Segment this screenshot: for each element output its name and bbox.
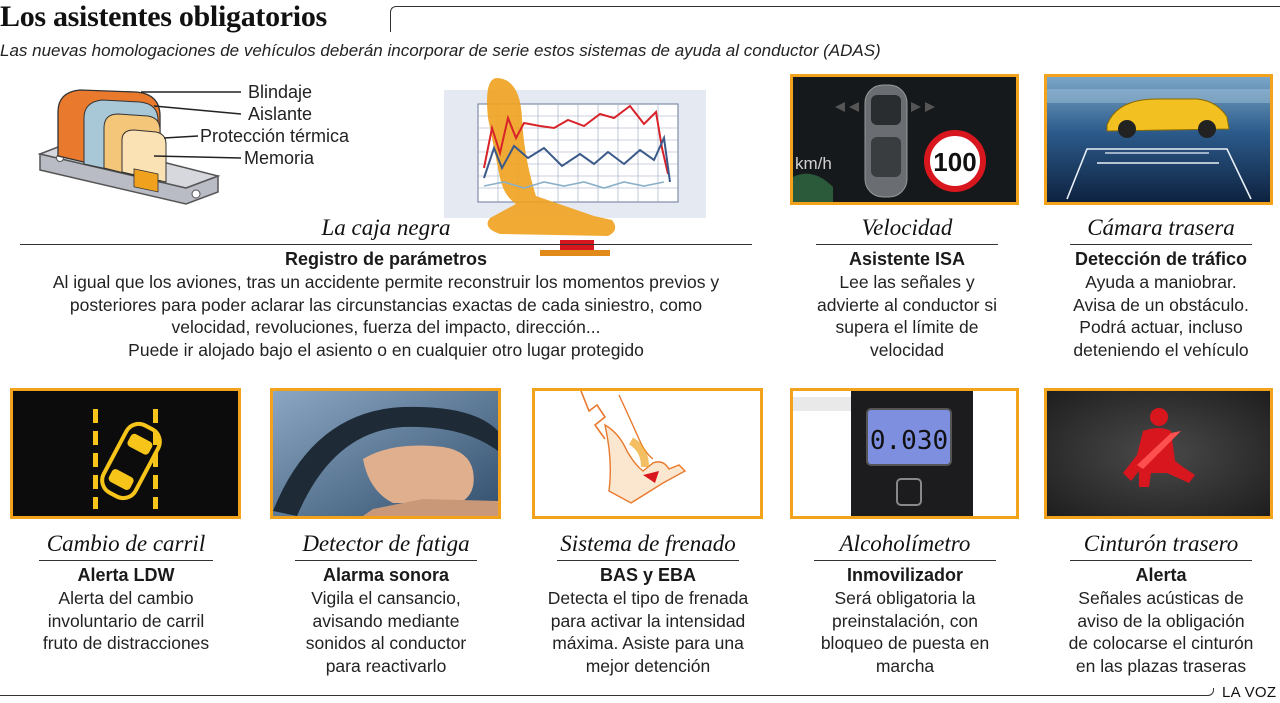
blackbox-illustration	[36, 84, 246, 219]
svg-text:km/h: km/h	[795, 154, 832, 173]
caption-rule	[295, 560, 477, 561]
caption-speed	[798, 213, 1016, 361]
caption-blackbox	[12, 213, 760, 361]
caption-rule	[1070, 560, 1252, 561]
caption-rule	[20, 244, 752, 245]
feature-sub-fatigue: Alarma sonora	[322, 565, 450, 585]
feature-desc-camera: Ayuda a maniobrar. Avisa de un obstáculo. Podrá actuar, incluso deteniendo el vehículo	[1073, 272, 1249, 360]
feature-sub-brake: BAS y EBA	[599, 565, 697, 585]
layer-label-shield: Blindaje	[248, 82, 313, 102]
fatigue-image	[270, 388, 501, 519]
feature-name-lane: Cambio de carril	[46, 531, 206, 556]
feature-sub-lane: Alerta LDW	[77, 565, 175, 585]
speed-car-icon	[793, 77, 1016, 202]
caption-fatigue	[272, 529, 500, 677]
layer-label-insulation: Aislante	[248, 104, 313, 124]
brake-image	[532, 388, 763, 519]
feature-sub-alcohol: Inmovilizador	[846, 565, 963, 585]
feature-name-fatigue: Detector de fatiga	[302, 531, 470, 556]
caption-rule	[557, 560, 739, 561]
feature-sub-blackbox: Registro de parámetros	[284, 249, 488, 269]
feature-desc-brake: Detecta el tipo de frenada para activar la intensidad máxima. Asiste para una mejor detención	[547, 588, 749, 676]
page-title: Los asistentes obligatorios	[0, 0, 327, 33]
feature-name-alcohol: Alcoholímetro	[839, 531, 971, 556]
feature-name-speed: Velocidad	[861, 215, 953, 240]
camera-car-icon	[1047, 77, 1270, 202]
caption-rule	[1070, 244, 1252, 245]
layer-label-memory: Memoria	[244, 148, 315, 168]
caption-alcohol	[794, 529, 1016, 677]
caption-rule	[39, 560, 213, 561]
steering-wheel-icon	[273, 391, 498, 516]
alcohol-image	[790, 388, 1019, 519]
feature-desc-belt: Señales acústicas de aviso de la obligación de colocarse el cinturón en las plazas traseras	[1068, 588, 1254, 676]
title-rule	[390, 6, 1280, 32]
feature-desc-blackbox: Al igual que los aviones, tras un accidente permite reconstruir los momentos previos y posteriores para poder aclarar las circunstancias exactas de cada siniestro, como velocidad, revoluciones, fuerza del impacto, dirección... Puede ir alojado bajo el asiento o en cualquier otro lugar protegido	[52, 272, 720, 360]
svg-text:0.030: 0.030	[869, 426, 949, 456]
caption-rule	[814, 560, 996, 561]
credit: LA VOZ	[1222, 684, 1277, 701]
svg-text:100: 100	[933, 147, 977, 177]
caption-camera	[1050, 213, 1272, 361]
brake-pedal-icon	[535, 391, 760, 516]
feature-desc-speed: Lee las señales y advierte al conductor si supera el límite de velocidad	[817, 272, 997, 360]
lane-departure-icon	[13, 391, 238, 516]
camera-image	[1044, 74, 1273, 205]
feature-sub-belt: Alerta	[1135, 565, 1187, 585]
lane-image	[10, 388, 241, 519]
bottom-rule	[0, 688, 1214, 696]
belt-image	[1044, 388, 1273, 519]
caption-rule	[816, 244, 998, 245]
feature-sub-speed: Asistente ISA	[848, 249, 966, 269]
feature-name-camera: Cámara trasera	[1087, 215, 1235, 240]
caption-lane	[12, 529, 240, 655]
caption-brake	[530, 529, 766, 677]
caption-belt	[1050, 529, 1272, 677]
feature-desc-fatigue: Vigila el cansancio, avisando mediante sonidos al conductor para reactivarlo	[305, 588, 467, 676]
feature-desc-alcohol: Será obligatoria la preinstalación, con bloqueo de puesta en marcha	[820, 588, 990, 676]
feature-sub-camera: Detección de tráfico	[1074, 249, 1248, 269]
speed-image	[790, 74, 1019, 205]
layer-label-thermal: Protección térmica	[200, 126, 350, 146]
feature-name-belt: Cinturón trasero	[1083, 531, 1239, 556]
feature-desc-lane: Alerta del cambio involuntario de carril fruto de distracciones	[42, 588, 210, 653]
feature-name-brake: Sistema de frenado	[560, 531, 736, 556]
breathalyzer-icon	[793, 391, 1016, 516]
page-subtitle: Las nuevas homologaciones de vehículos deberán incorporar de serie estos sistemas de ayuda al conductor (ADAS)	[0, 41, 881, 60]
feature-name-blackbox: La caja negra	[321, 215, 451, 240]
seatbelt-warning-icon	[1047, 391, 1270, 516]
